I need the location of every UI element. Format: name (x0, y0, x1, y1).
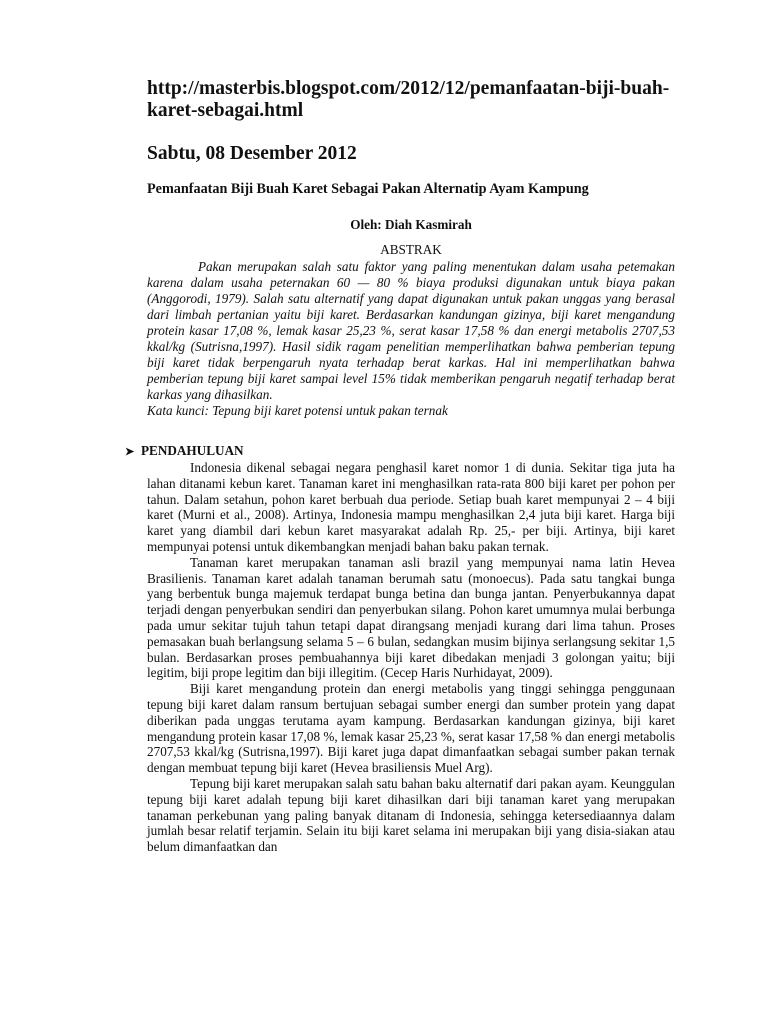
arrow-bullet-icon: ➤ (125, 446, 135, 458)
paragraph: Indonesia dikenal sebagai negara penghasil karet nomor 1 di dunia. Sekitar tiga juta ha lahan ditanami kebun karet. Tanaman karet ini menghasilkan rata-rata 800 biji karet per pohon per tahun. Dalam setahun, pohon karet berbuah dua periode. Setiap buah karet mempunyai 2 – 4 biji karet (Murni et al., 2008). Artinya, Indonesia mampu menghasilkan 2,4 juta biji karet. Harga biji karet yang diambil dari kebun karet masyarakat adalah Rp. 25,- per biji. Artinya, biji karet mempunyai potensi untuk dikembangkan menjadi bahan baku pakan ternak. (147, 460, 675, 554)
keywords: Kata kunci: Tepung biji karet potensi untuk pakan ternak (147, 403, 448, 418)
paragraph: Biji karet mengandung protein dan energi metabolis yang tinggi sehingga penggunaan tepung biji karet dalam ransum bertujuan sebagai sumber energi dan sumber protein yang dapat diberikan pada unggas terutama ayam kampung. Berdasarkan kandungan gizinya, biji karet mengandung protein kasar 17,08 %, lemak kasar 25,23 %, serat kasar 17,58 % dan energi metabolis 2707,53 kkal/kg (Sutrisna,1997). Biji karet juga dapat dimanfaatkan sebagai sumber pakan ternak dengan membuat tepung biji karet (Hevea brasiliensis Muel Arg). (147, 681, 675, 776)
abstract-heading: ABSTRAK (380, 242, 442, 257)
abstract-body: Pakan merupakan salah satu faktor yang paling menentukan dalam usaha petemakan karena dalam usaha peternakan 60 — 80 % biaya produksi digunakan untuk biaya pakan (Anggorodi, 1979). Salah satu alternatif yang dapat digunakan untuk pakan unggas yang berasal dari limbah pertanian yaitu biji karet. Berdasarkan kandungan gizinya, biji karet mengandung protein kasar 17,08 %, lemak kasar 25,23 %, serat kasar 17,58 % dan energi metabolis 2707,53 kkal/kg (Sutrisna,1997). Hasil sidik ragam penelitian memperlihatkan bahwa pemberian tepung biji karet tidak berpengaruh nyata terhadap berat karkas. Hal ini memperlihatkan bahwa pemberian tepung biji karet sampai level 15% tidak memberikan pengaruh negatif terhadap berat karkas yang dihasilkan. (147, 259, 675, 402)
section-heading (125, 443, 675, 460)
paragraph: Tanaman karet merupakan tanaman asli brazil yang mempunyai nama latin Hevea Brasilienis. Tanaman karet adalah tanaman berumah satu (monoecus). Pada satu tangkai bunga yang berbentuk bunga majemuk terdapat bunga betina dan bunga jantan. Penyerbukannya dapat terjadi dengan penyerbukan sendiri dan penyerbukan silang. Pohon karet umumnya mulai berbunga pada umur sekitar tujuh tahun tetapi dapat dirangsang menjadi kurang dari lima tahun. Proses pemasakan buah berlangsung selama 5 – 6 bulan, sedangkan musim bijinya serlangsung sekitar 1,5 bulan. Berdasarkan proses pembuahannya biji karet dibedakan menjadi 3 golongan yaitu; biji legitim, biji prope legitim dan biji illegitim. (Cecep Haris Nurhidayat, 2009). (147, 554, 675, 681)
article-author: Oleh: Diah Kasmirah (350, 217, 472, 232)
post-date: Sabtu, 08 Desember 2012 (147, 143, 357, 164)
paragraph: Tepung biji karet merupakan salah satu bahan baku alternatif dari pakan ayam. Keunggulan tepung biji karet adalah tepung biji karet dihasilkan dari biji tanaman karet yang merupakan tanaman perkebunan yang paling banyak ditanam di Indonesia, sehingga ketersediaannya dalam jumlah besar relatif terjamin. Selain itu biji karet selama ini merupakan biji yang disia-siakan atau belum dimanfaatkan dan (147, 775, 675, 855)
document-page (125, 78, 675, 855)
section-title: PENDAHULUAN (141, 443, 244, 458)
source-url: http://masterbis.blogspot.com/2012/12/pemanfaatan-biji-buah-karet-sebagai.html (147, 78, 670, 121)
article-title: Pemanfaatan Biji Buah Karet Sebagai Pakan Alternatip Ayam Kampung (147, 181, 589, 197)
